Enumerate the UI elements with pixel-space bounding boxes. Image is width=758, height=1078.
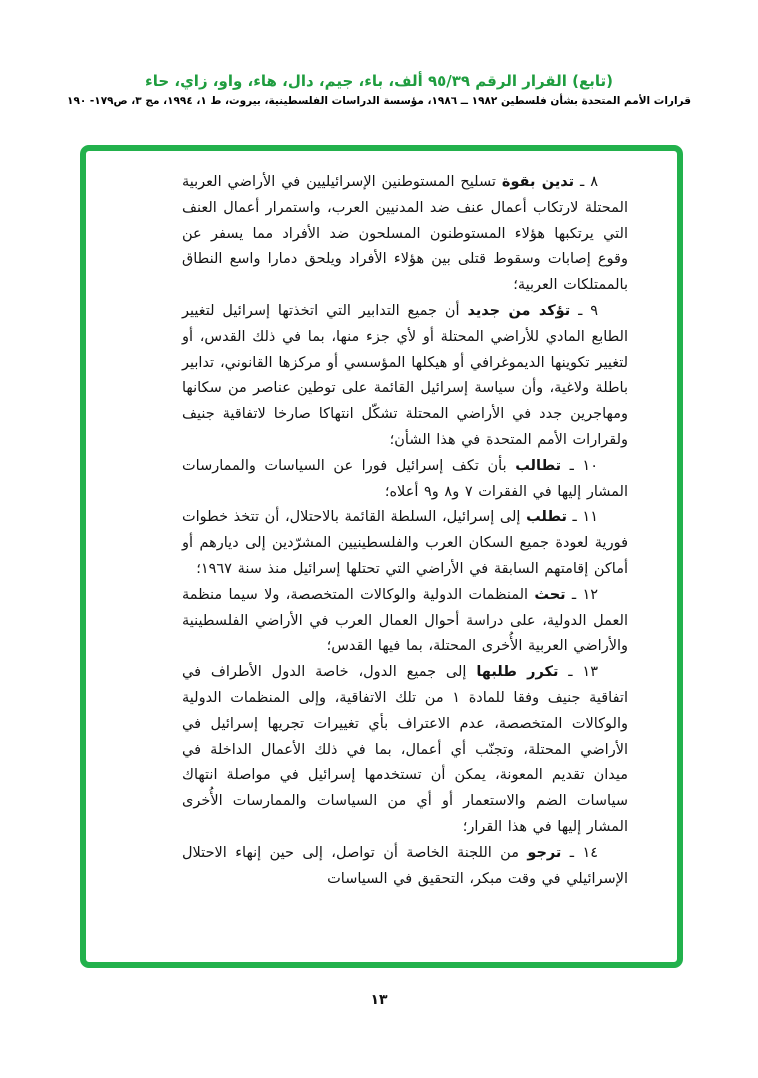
resolution-paragraph-11 [182, 505, 628, 582]
paragraph-dash: ـ [578, 302, 583, 319]
paragraph-dash: ـ [580, 174, 585, 190]
paragraph-number: ١٤ [582, 844, 599, 861]
paragraph-number: ٨ [590, 174, 599, 190]
paragraph-text: بأن تكف إسرائيل فورا عن السياسات والممارسات المشار إليها في الفقرات ٧ و٨ و٩ أعلاه؛ [182, 457, 628, 500]
resolution-paragraph-13 [182, 660, 628, 841]
paragraph-lead: تدين بقوة [501, 174, 575, 190]
paragraph-text: إلى إسرائيل، السلطة القائمة بالاحتلال، أن تتخذ خطوات فورية لعودة جميع السكان العرب والفلسطينيين المشرّدين إلى ديارهم أو أماكن إقامتهم السابقة في الأراضي التي تحتلها إسرائيل منذ سنة ١٩٦٧؛ [182, 509, 628, 577]
paragraph-text: تسليح المستوطنين الإسرائيليين في الأراضي العربية المحتلة لارتكاب أعمال عنف ضد المدنيين العرب، واستمرار أعمال العنف التي يرتكبها هؤلاء المستوطنون المسلحون ضد الأفراد مما يسفر عن وقوع إصابات وسقوط قتلى بين هؤلاء الأفراد ويلحق دمارا واسع النطاق بالممتلكات العربية؛ [182, 174, 628, 294]
paragraph-number: ١٠ [582, 457, 598, 474]
resolution-title: (تابع) القرار الرقم ٩٥/٣٩ ألف، باء، جيم، دال، هاء، واو، زاي، حاء [145, 72, 613, 90]
paragraph-number: ١١ [582, 509, 598, 526]
resolution-paragraph-12 [182, 583, 628, 660]
paragraph-lead: تحث [534, 586, 566, 603]
resolution-paragraph-8 [182, 170, 628, 299]
paragraph-text: من اللجنة الخاصة أن تواصل، إلى حين إنهاء الاحتلال الإسرائيلي في وقت مبكر، التحقيق في السياسات [182, 844, 628, 887]
paragraph-dash: ـ [568, 664, 573, 681]
resolution-body [182, 170, 628, 892]
paragraph-dash: ـ [569, 844, 575, 861]
paragraph-lead: ترجو [527, 844, 562, 861]
paragraph-dash: ـ [569, 457, 574, 474]
paragraph-number: ١٣ [582, 664, 598, 681]
paragraph-lead: تطلب [526, 509, 567, 526]
paragraph-dash: ـ [572, 509, 577, 526]
paragraph-text: أن جميع التدابير التي اتخذتها إسرائيل لتغيير الطابع المادي للأراضي المحتلة أو لأي جزء منها، بما في ذلك القدس، أو لتغيير تكوينها الديموغرافي أو هيكلها المؤسسي أو مركزها القانوني، تدابير باطلة ولاغية، وأن سياسة إسرائيل القائمة على توطين عناصر من سكانها ومهاجرين جدد في الأراضي المحتلة تشكّل انتهاكا صارخا لاتفاقية جنيف ولقرارات الأمم المتحدة في هذا الشأن؛ [182, 302, 628, 448]
page-header [0, 72, 758, 107]
paragraph-dash: ـ [571, 586, 577, 603]
resolution-paragraph-14 [182, 841, 628, 893]
resolution-paragraph-10 [182, 454, 628, 506]
resolution-paragraph-9 [182, 299, 628, 454]
paragraph-lead: تؤكد من جديد [467, 302, 571, 319]
paragraph-text: إلى جميع الدول، خاصة الدول الأطراف في اتفاقية جنيف وفقا للمادة ١ من تلك الاتفاقية، وإلى المنظمات الدولية والوكالات المتخصصة، عدم الاعتراف بأي تغييرات تجريها إسرائيل في الأراضي المحتلة، وتجنّب أي أعمال، بما في ذلك الأعمال الداخلة في ميدان تقديم المعونة، يمكن أن تستخدمها إسرائيل في مواصلة انتهاك سياسات الضم والاستعمار أو أي من السياسات والممارسات الأُخرى المشار إليها في هذا القرار؛ [182, 664, 628, 835]
paragraph-lead: تطالب [515, 457, 562, 474]
source-citation: قرارات الأمم المتحدة بشأن فلسطين ١٩٨٢ ــ ١٩٨٦، مؤسسة الدراسات الفلسطينية، بيروت، ط ١، ١٩٩٤، مج ٣، ص١٧٩- ١٩٠ [67, 95, 691, 107]
paragraph-number: ١٢ [582, 586, 599, 603]
paragraph-text: المنظمات الدولية والوكالات المتخصصة، ولا سيما منظمة العمل الدولية، على دراسة أحوال العمال العرب في الأراضي الفلسطينية والأراضي العربية الأُخرى المحتلة، بما فيها القدس؛ [182, 586, 628, 655]
page-number: ١٣ [370, 992, 388, 1008]
paragraph-lead: تكرر طلبها [476, 664, 559, 681]
paragraph-number: ٩ [590, 302, 599, 319]
